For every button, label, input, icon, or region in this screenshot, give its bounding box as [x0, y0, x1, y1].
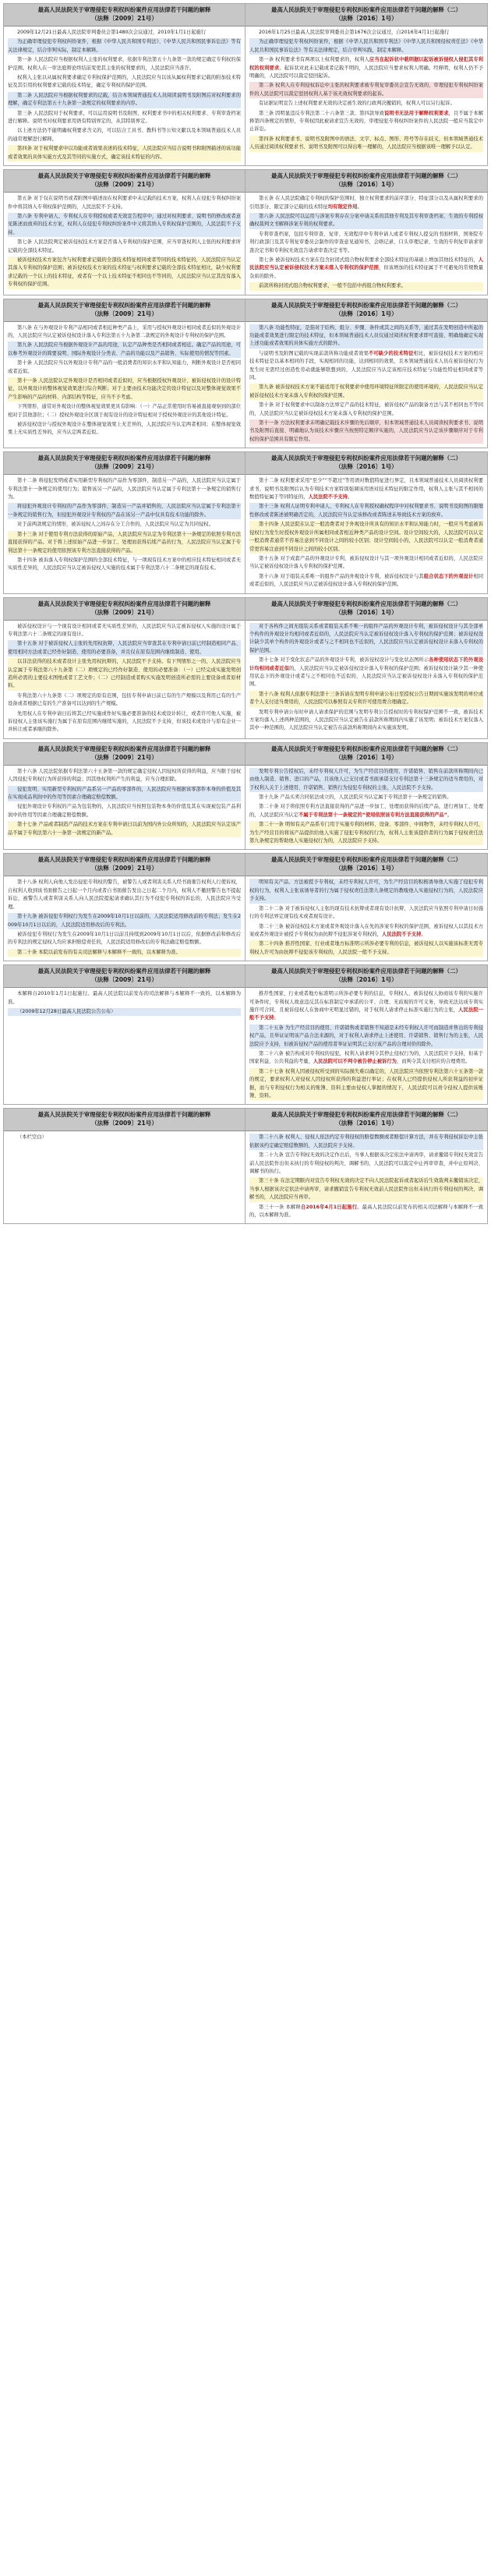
article-paragraph: 第八条 在与外观设计专利产品相同或者相近种类产品上，采用与授权外观设计相同或者近似的外观设计的，人民法院应当认定被诉侵权设计落入专利法第五十九条第二款规定的外观设计专利权的保护范围。: [8, 324, 241, 338]
column-body: [246, 193, 487, 294]
emphasis-text: 不属于专利法第十一条规定的“使用依照该专利方法直接获得的产品”: [298, 812, 447, 818]
column-header: [246, 598, 487, 621]
article-paragraph: 第四条 权利要求书、说明书及附图中的语法、文字、标点、图形、符号等存在歧义，但本领域普通技术人员通过阅读权利要求书、说明书及附图可以得出唯一理解的，人民法院应当根据该唯一理解予以认定。: [249, 136, 483, 152]
column-header: [4, 170, 245, 193]
document-number: （法释〔2009〕21号）: [91, 310, 157, 317]
left-column: [4, 4, 246, 165]
article-paragraph: 第七条 被诉侵权技术方案在包含封闭式组合物权利要求全部技术特征的基础上增加其他技术特征的，人民法院应当认定被诉侵权技术方案未落入专利权的保护范围，但该增加的技术特征属于不可避免的常规数量杂质的除外。: [249, 257, 484, 279]
document-number: （法释〔2009〕21号）: [91, 1120, 157, 1127]
column-header: [246, 1109, 487, 1131]
left-column: [4, 743, 246, 850]
article-paragraph: 第二十二条 对于被诉侵权人主张的现有技术抗辩或者现有设计抗辩，人民法院应当依照专利申请日时施行的专利法界定现有技术或者现有设计。: [249, 905, 483, 920]
column-body: [4, 27, 245, 165]
article-paragraph: 第十七条 对于变化状态产品的外观设计专利，被诉侵权设计与变化状态图所示各种使用状态下的外观设计均相同或者近似的，人民法院应当认定被诉侵权设计落入专利权的保护范围；被诉侵权设计缺少其一种使用状态下的外观设计或者与之不相同也不近似的，人民法院应当认定被诉侵权设计未落入专利权的保护范围。: [249, 657, 484, 688]
article-paragraph: 对于各构件之间无组装关系或者组装关系不唯一的组件产品的外观设计专利，被诉侵权设计与其全部单个构件的外观设计均相同或者近似的，人民法院应当认定被诉侵权设计落入专利权的保护范围；被诉侵权设计缺少其单个构件的外观设计或者与之不相同也不近似的，人民法院应当认定被诉侵权设计未落入专利权的保护范围。: [249, 623, 483, 656]
interpretation-title: 最高人民法院关于审理侵犯专利权纠纷案件应用法律若干问题的解释: [37, 968, 211, 975]
left-column: [4, 299, 246, 448]
interpretation-title: 最高人民法院关于审理侵犯专利权纠纷案件应用法律若干问题的解释: [37, 455, 211, 462]
column-header: [4, 299, 245, 322]
column-body: [4, 1131, 245, 1145]
column-body: [246, 766, 487, 850]
article-paragraph: 对于前两款规定的情形，被诉侵权人之间存在分工合作的，人民法院应当认定为共同侵权。: [17, 522, 214, 528]
page-spread: [3, 853, 488, 961]
emphasis-text: 自2016年4月1日起施行: [301, 1204, 358, 1210]
article-paragraph: 第十九条 产品买卖合同依法成立的，人民法院应当认定属于专利法第十一条规定的销售。: [259, 794, 452, 801]
article-paragraph: 专利审查档案，包括专利审查、复审、无效程序中专利申请人或者专利权人提交的书面材料，国务院专利行政部门及其专利复审委员会制作的审查意见通知书、会晤记录、口头审理记录、生效的专利复审请求审查决定书和专利权无效宣告请求审查决定书等。: [249, 231, 483, 253]
column-body: [4, 621, 245, 738]
interpretation-title: 最高人民法院关于审理侵犯专利权纠纷案件应用法律若干问题的解释: [37, 745, 211, 752]
article-paragraph: 下列情形，通常对外观设计的整体视觉效果更具有影响：（一）产品正常使用时容易被直接观察到的部位相对于其他部位；（二）授权外观设计区别于现有设计的设计特征相对于授权外观设计的其他设计特征。: [8, 404, 241, 418]
article-paragraph: 第二十五条 为生产经营目的使用、许诺销售或者销售不知道是未经专利权人许可而制造并售出的专利侵权产品，且举证证明该产品合法来源的，对于权利人请求停止上述使用、许诺销售、销售行为的主张，人民法院应予支持，但被诉侵权产品的使用者举证证明其已支付该产品的合理对价的除外。: [249, 1024, 483, 1049]
column-header: [246, 299, 487, 322]
article-paragraph: 第十五条 对于成套产品的外观设计专利，被诉侵权设计与其一项外观设计相同或者近似的，人民法院应当认定被诉侵权设计落入专利权的保护范围。: [249, 555, 483, 570]
column-header: [4, 4, 245, 27]
page-spread: [3, 964, 488, 1105]
column-header: [246, 452, 487, 475]
article-paragraph: 第八条 功能性特征，是指对于结构、组分、步骤、条件或其之间的关系等，通过其在发明创造中所起的功能或者效果进行限定的技术特征，但本领域普通技术人员仅通过阅读权利要求即可直接、明确地确定实现上述功能或者效果的具体实施方式的除外。: [249, 324, 483, 349]
article-paragraph: 推荐性国家、行业或者地方标准明示所涉必要专利的信息，专利权人、被诉侵权人协商该专利的实施许可条件时，专利权人故意违反其在标准制定中承诺的公平、合理、无歧视的许可义务，导致无法达成专利实施许可合同，且被诉侵权人在协商中无明显过错的，对于权利人请求停止标准实施行为的主张，人民法院一般不予支持。: [249, 991, 484, 1021]
page-spread: [3, 742, 488, 851]
emphasis-text: 不可缺少的技术特征: [368, 350, 414, 356]
article-paragraph: 第二十三条 被诉侵权技术方案或者外观设计落入在先的涉案专利权的保护范围，被诉侵权人以其技术方案或者外观设计被授予专利权为由抗辩不侵犯涉案专利权的，人民法院不予支持。: [249, 923, 483, 937]
article-paragraph: 第一条 人民法院应当根据权利人主张的权利要求，依据专利法第五十九条第一款的规定确定专利权的保护范围。权利人在一审法庭辩论终结前变更其主张的权利要求的，人民法院应当准许。: [8, 57, 241, 71]
article-paragraph: 有证据证明宣告上述权利要求无效的决定被生效的行政判决撤销的，权利人可以另行起诉。: [259, 101, 455, 107]
column-header: [4, 1109, 245, 1131]
page-spread: [3, 597, 488, 739]
article-paragraph: 第二十四条 推荐性国家、行业或者地方标准明示所涉必要专利的信息，被诉侵权人以实施该标准无需专利权人许可为由抗辩不侵犯该专利权的，人民法院一般不予支持。: [249, 940, 483, 957]
column-body: [246, 322, 487, 448]
article-paragraph: 先用权人在专利申请日后将其已经实施或作好实施必要准备的技术或设计转让，或者许可他人实施，被诉侵权人主张该实施行为属于在原有范围内继续实施的，人民法院不予支持，但该技术或设计与原有企业一并转让或者承继的除外。: [8, 710, 241, 733]
article-paragraph: 2016年1月25日最高人民法院审判委员会第1676次会议通过，自2016年4月1日起施行: [259, 30, 450, 35]
interpretation-title: 最高人民法院关于审理侵犯专利权纠纷案件应用法律若干问题的解释: [37, 6, 211, 13]
article-paragraph: 第十三条 权利人证明专利申请人、专利权人在专利授权确权程序中对权利要求书、说明书及附图的限缩性修改或者陈述被明确否定的，人民法院应当认定该修改或者陈述未导致技术方案的放弃。: [249, 503, 483, 519]
article-paragraph: 第二条 权利人在专利侵权诉讼中主张的权利要求被专利复审委员会宣告无效的，审理侵犯专利权纠纷案件的人民法院可以裁定驳回权利人基于该无效权利要求的起诉。: [249, 82, 483, 98]
emphasis-text: 人民法院应当认定被诉侵权技术方案未落入专利权的保护范围: [249, 257, 483, 271]
document-number: （法释〔2016〕1号）: [335, 865, 397, 872]
document-number: （法释〔2009〕21号）: [91, 608, 157, 616]
right-column: [246, 452, 487, 593]
article-paragraph: 第九条 被诉侵权技术方案不能适用于权利要求中使用环境特征所限定的使用环境的，人民法院应当认定被诉侵权技术方案未落入专利权的保护范围。: [249, 384, 483, 400]
document-number: （法释〔2009〕21号）: [91, 976, 157, 984]
article-paragraph: 以非法获得的技术或者设计主张先用权抗辩的，人民法院不予支持。有下列情形之一的，人民法院应当认定属于专利法第六十九条第（二）项规定的已经作好制造、使用的必要准备：（一）已经完成实施发明创造所必需的主要技术图纸或者工艺文件；（二）已经制造或者购买实施发明创造所必需的主要设备或者原材料。: [8, 658, 241, 691]
article-paragraph: 被诉侵权设计与一个现有设计相同或者无实质性差异的，人民法院应当认定被诉侵权人实施的设计属于专利法第六十二条规定的现有设计。: [8, 623, 241, 637]
left-column: [4, 598, 246, 738]
article-paragraph: 第十八条 权利人向他人发出侵犯专利权的警告，被警告人或者利害关系人经书面催告权利人行使诉权，自权利人收到该书面催告之日起一个月内或者自书面催告发出之日起二个月内，权利人不撤回警告也不提起诉讼，被警告人或者利害关系人向人民法院提起请求确认其行为不侵犯专利权的诉讼的，人民法院应当受理。: [8, 879, 241, 910]
emphasis-text: 人民法院不予支持: [382, 931, 422, 937]
interpretation-title: 最高人民法院关于审理侵犯专利权纠纷案件应用法律若干问题的解释（二）: [271, 6, 461, 13]
document-number: （法释〔2016〕1号）: [335, 15, 397, 22]
emphasis-text: 应当在起诉状中载明据以起诉被诉侵权人侵犯其专利权的权利要求: [249, 57, 483, 71]
column-body: [246, 475, 487, 593]
right-column: [246, 1109, 487, 1223]
document-number: （法释〔2009〕21号）: [91, 865, 157, 872]
interpretation-title: 最高人民法院关于审理侵犯专利权纠纷案件应用法律若干问题的解释（二）: [271, 455, 461, 462]
column-body: [4, 766, 245, 841]
interpretation-title: 最高人民法院关于审理侵犯专利权纠纷案件应用法律若干问题的解释（二）: [271, 745, 461, 752]
document-number: （法释〔2016〕1号）: [335, 463, 397, 471]
page-spread: [3, 3, 488, 166]
left-column: [4, 452, 246, 593]
column-header: [246, 743, 487, 766]
article-paragraph: 发明专利申请公布时申请人请求保护的范围与发明专利公告授权时的专利权保护范围不一致，被诉技术方案均落入上述两种范围的，人民法院应当认定被告在前款所称期间内实施了该发明；被诉技术方案仅落入其中一种范围的，人民法院应当认定被告在前款所称期间内未实施该发明。: [249, 709, 483, 731]
article-paragraph: 与说明书及附图记载的实现前款所称功能或者效果不可缺少的技术特征相比，被诉侵权技术方案的相应技术特征是以基本相同的手段，实现相同的功能，达到相同的效果，且本领域普通技术人员在被诉侵权行为发生时无需经过创造性劳动就能够联想到的，人民法院应当认定该相应技术特征与功能性特征相同或者等同。: [249, 350, 484, 380]
column-header: [246, 965, 487, 988]
article-paragraph: 第三十一条 本解释自2016年4月1日起施行。最高人民法院以前发布的相关司法解释与本解释不一致的，以本解释为准。: [249, 1204, 483, 1219]
document-number: （法释〔2009〕21号）: [91, 753, 157, 761]
article-paragraph: 第十一条 人民法院认定外观设计是否相同或者近似时，应当根据授权外观设计、被诉侵权设计的设计特征，以外观设计的整体视觉效果进行综合判断；对于主要由技术功能决定的设计特征以及对整体视觉效果不产生影响的产品的材料、内部结构等特征，应当不予考虑。: [8, 377, 241, 402]
article-paragraph: 第三条 因明显违反专利法第二十六条第三款、第四款导致说明书无法用于解释权利要求，且不属于本解释第四条规定的情形，专利权因此被请求宣告无效的，审理侵犯专利权纠纷案件的人民法院一般应当裁定中止诉讼。: [249, 110, 484, 133]
article-paragraph: 前款所称封闭式组合物权利要求，一般不包括中药组合物权利要求。: [249, 282, 483, 290]
article-paragraph: 被诉侵权设计与授权外观设计在整体视觉效果上无差异的，人民法院应当认定两者相同；在整体视觉效果上无实质性差异的，应当认定两者近似。: [8, 422, 241, 436]
interpretation-title: 最高人民法院关于审理侵犯专利权纠纷案件应用法律若干问题的解释: [37, 856, 211, 864]
column-header: [4, 743, 245, 766]
emphasis-text: 均有限定作用: [327, 203, 358, 210]
article-paragraph: 第十七条 产品或者制造产品的技术方案在专利申请日以前为国内外公众所知的，人民法院应当认定该产品不属于专利法第六十一条第一款规定的新产品。: [8, 821, 241, 837]
article-paragraph: 权利人主张以从属权利要求确定专利权保护范围的，人民法院应当以该从属权利要求记载的附加技术特征及其引用的权利要求记载的技术特征，确定专利权的保护范围。: [8, 75, 241, 89]
column-body: [246, 27, 487, 156]
column-header: [246, 4, 487, 27]
article-paragraph: 第十三条 对于使用专利方法获得的原始产品，人民法院应当认定为专利法第十一条规定的依照专利方法直接获得的产品。对于将上述原始产品进一步加工、处理而获得后续产品的行为，人民法院应当认定属于专利法第十一条规定的使用依照该专利方法直接获得的产品。: [8, 531, 241, 555]
article-paragraph: 第十条 对于权利要求中以制备方法界定产品的技术特征，被诉侵权产品的制备方法与其不相同也不等同的，人民法院应当认定被诉侵权技术方案未落入专利权的保护范围。: [249, 402, 483, 416]
article-paragraph: 第六条 专利申请人、专利权人在专利授权或者无效宣告程序中，通过对权利要求、说明书的修改或者意见陈述而放弃的技术方案，权利人在侵犯专利权纠纷案件中又将其纳入专利权保护范围的，人民法院不予支持。: [8, 213, 241, 237]
article-paragraph: （本栏空白）: [17, 1134, 47, 1141]
article-paragraph: 第十九条 被诉侵犯专利权行为发生在2009年10月1日以前的，人民法院适用修改前的专利法；发生在2009年10月1日以后的，人民法院适用修改后的专利法。: [8, 913, 241, 929]
emphasis-text: 说明书无法用于解释权利要求: [383, 110, 449, 116]
document-number: （法释〔2009〕21号）: [91, 181, 157, 189]
document-number: （法释〔2016〕1号）: [335, 1120, 397, 1127]
left-column: [4, 854, 246, 961]
article-paragraph: 专利法第六十九条第（二）项规定的原有范围，包括专利申请日前已有的生产规模以及利用已有的生产设备或者根据已有的生产准备可以达到的生产规模。: [8, 692, 241, 707]
column-header: [4, 854, 245, 876]
article-paragraph: 第十二条 权利要求采用“至少”“不超过”等用语对数值特征进行界定，且本领域普通技术人员阅读权利要求书、说明书及附图后认为专利技术方案特别强调该用语对技术特征的限定作用，权利人主张与其不相同的数值特征属于等同特征的，人民法院不予支持。: [249, 478, 483, 501]
article-paragraph: 第二十条 对于将依照专利方法直接获得的产品进一步加工、处理而获得的后续产品，进行再加工、处理的，人民法院应当认定不属于专利法第十一条规定的“使用依照该专利方法直接获得的产品”。: [249, 804, 483, 818]
column-body: [4, 475, 245, 576]
right-column: [246, 965, 487, 1104]
article-paragraph: 第三条 人民法院对于权利要求，可以运用说明书及附图、权利要求书中的相关权利要求、专利审查档案进行解释。说明书对权利要求用语有特别界定的，从其特别界定。: [8, 110, 241, 125]
article-paragraph: 被诉侵权技术方案包含与权利要求记载的全部技术特征相同或者等同的技术特征的，人民法院应当认定其落入专利权的保护范围；被诉侵权技术方案的技术特征与权利要求记载的全部技术特征相比，缺少权利要求记载的一个以上的技术特征，或者有一个以上技术特征不相同也不等同的，人民法院应当认定其没有落入专利权的保护范围。: [8, 257, 241, 289]
column-header: [4, 965, 245, 988]
article-paragraph: 第十四条 人民法院在认定一般消费者对于外观设计所具有的知识水平和认知能力时，一般应当考虑被诉侵权行为发生时授权外观设计所属相同或者相近种类产品的设计空间。设计空间较大的，人民法院可以认定一般消费者通常不容易注意到不同设计之间的较小区别；设计空间较小的，人民法院可以认定一般消费者通常更容易注意到不同设计之间的较小区别。: [249, 521, 483, 554]
page-spread: [3, 169, 488, 295]
article-paragraph: 本解释自2010年1月1日起施行。最高人民法院以前发布的司法解释与本解释不一致的，以本解释为准。: [8, 991, 241, 1005]
article-paragraph: 明知有关产品、方法被授予专利权，未经专利权人许可，为生产经营目的积极诱导他人实施了侵犯专利权的行为，权利人主张该诱导者的行为属于侵权责任法第九条规定的教唆他人实施侵权行为的，人民法院应予支持。: [249, 879, 483, 903]
article-paragraph: 将侵犯外观设计专利权的产品作为零部件，制造另一产品并销售的，人民法院应当认定属于专利法第十一条规定的销售行为，但侵犯外观设计专利权的产品在该另一产品中仅具有技术功能的除外。: [8, 503, 241, 519]
emphasis-text: 各种使用状态下的外观设计均相同或者近似: [249, 657, 483, 671]
right-column: [246, 598, 487, 738]
interpretation-title: 最高人民法院关于审理侵犯专利权纠纷案件应用法律若干问题的解释（二）: [271, 968, 461, 975]
column-header: [4, 452, 245, 475]
interpretation-title: 最高人民法院关于审理侵犯专利权纠纷案件应用法律若干问题的解释（二）: [271, 172, 461, 180]
article-paragraph: 第一条 权利要求书有两项以上权利要求的，权利人应当在起诉状中载明据以起诉被诉侵权人侵犯其专利权的权利要求。起诉状对此未记载或者记载不明的，人民法院应当要求权利人明确。经释明，权利人仍不予明确的，人民法院可以裁定驳回起诉。: [249, 57, 484, 80]
right-column: [246, 743, 487, 850]
right-column: [246, 299, 487, 448]
comparison-document: [3, 3, 488, 1227]
article-paragraph: 第十四条 被诉落入专利权保护范围的全部技术特征，与一项现有技术方案中的相应技术特征相同或者无实质性差异的，人民法院应当认定被诉侵权人实施的技术属于专利法第六十二条规定的现有技术。: [8, 557, 241, 571]
article-paragraph: 侵犯发明、实用新型专利权的产品系另一产品的零部件的，人民法院应当根据该零部件本身的价值及其在实现成品利润中的作用等因素合理确定赔偿数额。: [8, 786, 241, 802]
article-paragraph: 第十八条 权利人依据专利法第十三条诉请在发明专利申请公布日至授权公告日期间实施该发明的单位或者个人支付适当费用的，人民法院可以参照有关专利许可使用费合理确定。: [249, 691, 483, 707]
document-number: （法释〔2016〕1号）: [335, 608, 397, 616]
document-number: （法释〔2016〕1号）: [335, 976, 397, 984]
emphasis-text: 人民法院一般不予支持: [249, 1007, 484, 1021]
article-paragraph: 第三十条 在法定期限内对宣告专利权无效的决定不向人民法院起诉或者起诉后生效裁判未撤销该决定，当事人根据该决定依法申请再审，请求撤销宣告专利权无效前人民法院作出但未执行的专利侵权的判决、调解书的，人民法院应当再审。: [249, 1177, 483, 1201]
article-paragraph: 第六条 人民法院可以运用与涉案专利存在分案申请关系的其他专利及其专利审查档案、生效的专利授权确权裁判文书解释涉案专利的权利要求。: [249, 213, 483, 229]
article-paragraph: 第十二条 将侵犯发明或者实用新型专利权的产品作为零部件，制造另一产品的，人民法院应当认定属于专利法第十一条规定的使用行为；销售该另一产品的，人民法院应当认定属于专利法第十一条规定的销售行为。: [8, 478, 241, 501]
column-body: [4, 322, 245, 441]
emphasis-text: 人民法院可以不判令被告停止被诉行为: [313, 1059, 397, 1065]
document-number: （法释〔2009〕21号）: [91, 15, 157, 22]
article-paragraph: 第七条 人民法院判定被诉侵权技术方案是否落入专利权的保护范围，应当审查权利人主张的权利要求所记载的全部技术特征。: [8, 239, 241, 253]
page-spread: [3, 299, 488, 449]
article-paragraph: 第二十八条 权利人、侵权人依法约定专利侵权的赔偿数额或者赔偿计算方法，并在专利侵权诉讼中主张依据该约定确定赔偿数额的，人民法院应予支持。: [249, 1134, 483, 1150]
document-number: （法释〔2016〕1号）: [335, 310, 397, 317]
left-column: [4, 170, 246, 294]
page-spread: [3, 451, 488, 593]
article-paragraph: 第二十一条 明知有关产品系专门用于实施专利的材料、设备、零部件、中间物等，未经专利权人许可，为生产经营目的将该产品提供给他人实施了侵犯专利权的行为，权利人主张该提供者的行为属于侵权责任法第九条规定的帮助他人实施侵权行为的，人民法院应予支持。: [249, 821, 483, 845]
left-column: [4, 965, 246, 1104]
interpretation-title: 最高人民法院关于审理侵犯专利权纠纷案件应用法律若干问题的解释（二）: [271, 600, 461, 607]
article-paragraph: （2009年12月28日最高人民法院公告公布）: [8, 1008, 241, 1016]
column-header: [246, 854, 487, 876]
right-column: [246, 4, 487, 165]
article-paragraph: 第四条 对于权利要求中以功能或者效果表述的技术特征，人民法院应当结合说明书和附图描述的该功能或者效果的具体实施方式及其等同的实施方式，确定该技术特征的内容。: [8, 145, 241, 161]
left-column: [4, 1109, 246, 1223]
article-paragraph: 侵犯外观设计专利权的产品为包装物的，人民法院应当按照包装物本身的价值及其在实现被包装产品利润中的作用等因素合理确定赔偿数额。: [8, 804, 241, 818]
article-paragraph: 第十一条 方法权利要求未明确记载技术步骤的先后顺序，但本领域普通技术人员阅读权利要求书、说明书及附图后直接、明确地认为该技术步骤应当按照特定顺序实施的，人民法院应当认定该步骤顺序对于专利权的保护范围具有限定作用。: [249, 419, 483, 444]
column-body: [246, 621, 487, 737]
column-header: [246, 170, 487, 193]
document-number: （法释〔2016〕1号）: [335, 753, 397, 761]
interpretation-title: 最高人民法院关于审理侵犯专利权纠纷案件应用法律若干问题的解释（二）: [271, 1111, 461, 1119]
column-body: [246, 876, 487, 961]
article-paragraph: 被诉侵犯专利权行为发生在2009年10月1日以前且持续到2009年10月1日以后，依据修改前和修改后的专利法的规定侵权人均应承担赔偿责任的，人民法院适用修改后的专利法确定赔偿数额。: [8, 931, 241, 946]
column-body: [246, 1131, 487, 1223]
article-paragraph: 第十条 人民法院应当以外观设计专利产品的一般消费者的知识水平和认知能力，判断外观设计是否相同或者近似。: [8, 360, 241, 374]
article-paragraph: 第五条 对于仅在说明书或者附图中描述而在权利要求中未记载的技术方案，权利人在侵犯专利权纠纷案件中将其纳入专利权保护范围的，人民法院不予支持。: [8, 196, 241, 210]
document-number: （法释〔2016〕1号）: [335, 181, 397, 189]
article-paragraph: 第五条 在人民法院确定专利权的保护范围时，独立权利要求的前序部分、特征部分以及从属权利要求的引用部分、限定部分记载的技术特征均有限定作用。: [249, 196, 483, 210]
emphasis-text: 组合状态下的外观设计: [423, 573, 474, 579]
article-paragraph: 第九条 人民法院应当根据外观设计产品的用途，认定产品种类是否相同或者相近。确定产品的用途，可以参考外观设计的简要说明、国际外观设计分类表、产品的功能以及产品销售、实际使用的情况等因素。: [8, 341, 241, 358]
emphasis-text: 人民法院不予支持: [308, 494, 348, 501]
article-paragraph: 第二条 人民法院应当根据权利要求的记载，结合本领域普通技术人员阅读说明书及附图后对权利要求的理解，确定专利法第五十九条第一款规定的权利要求的内容。: [8, 92, 241, 108]
article-paragraph: 第二十九条 宣告专利权无效的决定作出后，当事人根据该决定依法申请再审，请求撤销专利权无效宣告前人民法院作出但未执行的专利侵权的判决、调解书的，人民法院可以裁定中止再审审查，并中止原判决、调解书的执行。: [249, 1152, 483, 1175]
interpretation-title: 最高人民法院关于审理侵犯专利权纠纷案件应用法律若干问题的解释（二）: [271, 301, 461, 309]
article-paragraph: 第二十条 本院以前发布的有关司法解释与本解释不一致的，以本解释为准。: [8, 949, 241, 957]
column-body: [4, 193, 245, 292]
article-paragraph: 2009年12月21日最高人民法院审判委员会第1480次会议通过，2010年1月1日起施行: [17, 30, 207, 35]
right-column: [246, 170, 487, 294]
interpretation-title: 最高人民法院关于审理侵犯专利权纠纷案件应用法律若干问题的解释: [37, 172, 211, 180]
article-paragraph: 为正确审理侵犯专利权纠纷案件，根据《中华人民共和国专利法》《中华人民共和国侵权责任法》《中华人民共和国民事诉讼法》等有关法律规定，结合审判实践，制定本解释。: [249, 38, 483, 55]
article-paragraph: 第十五条 对于被诉侵权人主张的先用权抗辩，人民法院应当审查其在专利申请日前已经制造相同产品、使用相同方法或者已经作好制造、使用的必要准备，并且仅在原有范围内继续制造、使用。: [8, 640, 241, 656]
article-paragraph: 发明专利公告授权后，未经专利权人许可，为生产经营目的使用、许诺销售、销售在前款所称期间内已由他人制造、销售、进口的产品，且该他人已支付或者书面承诺支付专利法第十三条规定的适当费用的，对于权利人关于上述使用、许诺销售、销售行为侵犯专利权的主张，人民法院不予支持。: [249, 768, 483, 792]
article-paragraph: 以上述方法仍不能明确权利要求含义的，可以结合工具书、教科书等公知文献以及本领域普通技术人员的通常理解进行解释。: [8, 128, 241, 142]
right-column: [246, 854, 487, 961]
page-spread: [3, 1108, 488, 1224]
interpretation-title: 最高人民法院关于审理侵犯专利权纠纷案件应用法律若干问题的解释（二）: [271, 856, 461, 864]
column-body: [246, 988, 487, 1104]
column-body: [4, 988, 245, 1020]
article-paragraph: 第二十七条 权利人因被侵权所受到的实际损失难以确定的，人民法院应当依照专利法第六十五条第一款的规定，要求权利人对侵权人因侵权所获得的利益进行举证；在权利人已经提供侵权人所获利益的初步证据，而与专利侵权行为相关的账簿、资料主要由侵权人掌握的情况下，人民法院可以责令侵权人提供该账簿、资料。: [249, 1068, 483, 1101]
interpretation-title: 最高人民法院关于审理侵犯专利权纠纷案件应用法律若干问题的解释: [37, 301, 211, 309]
article-paragraph: 第十六条 人民法院依据专利法第六十五条第一款的规定确定侵权人因侵权所获得的利益，应当限于侵权人因侵犯专利权行为所获得的利益；因其他权利所产生的利益，应当合理扣除。: [8, 768, 241, 783]
interpretation-title: 最高人民法院关于审理侵犯专利权纠纷案件应用法律若干问题的解释: [37, 600, 211, 607]
column-header: [4, 598, 245, 621]
column-body: [4, 876, 245, 961]
article-paragraph: 为正确审理侵犯专利权纠纷案件，根据《中华人民共和国专利法》、《中华人民共和国民事诉讼法》等有关法律规定，结合审判实际，制定本解释。: [8, 38, 241, 55]
article-paragraph: 第十六条 对于组装关系唯一的组件产品的外观设计专利，被诉侵权设计与其组合状态下的外观设计相同或者近似的，人民法院应当认定被诉侵权设计落入专利权的保护范围。: [249, 573, 484, 588]
interpretation-title: 最高人民法院关于审理侵犯专利权纠纷案件应用法律若干问题的解释: [37, 1111, 211, 1119]
article-paragraph: 第二十六条 被告构成对专利权的侵犯，权利人请求判令其停止侵权行为的，人民法院应予支持，但基于国家利益、公共利益的考量，人民法院可以不判令被告停止被诉行为，而判令其支付相应的合理费用。: [249, 1050, 483, 1065]
document-number: （法释〔2009〕21号）: [91, 463, 157, 471]
